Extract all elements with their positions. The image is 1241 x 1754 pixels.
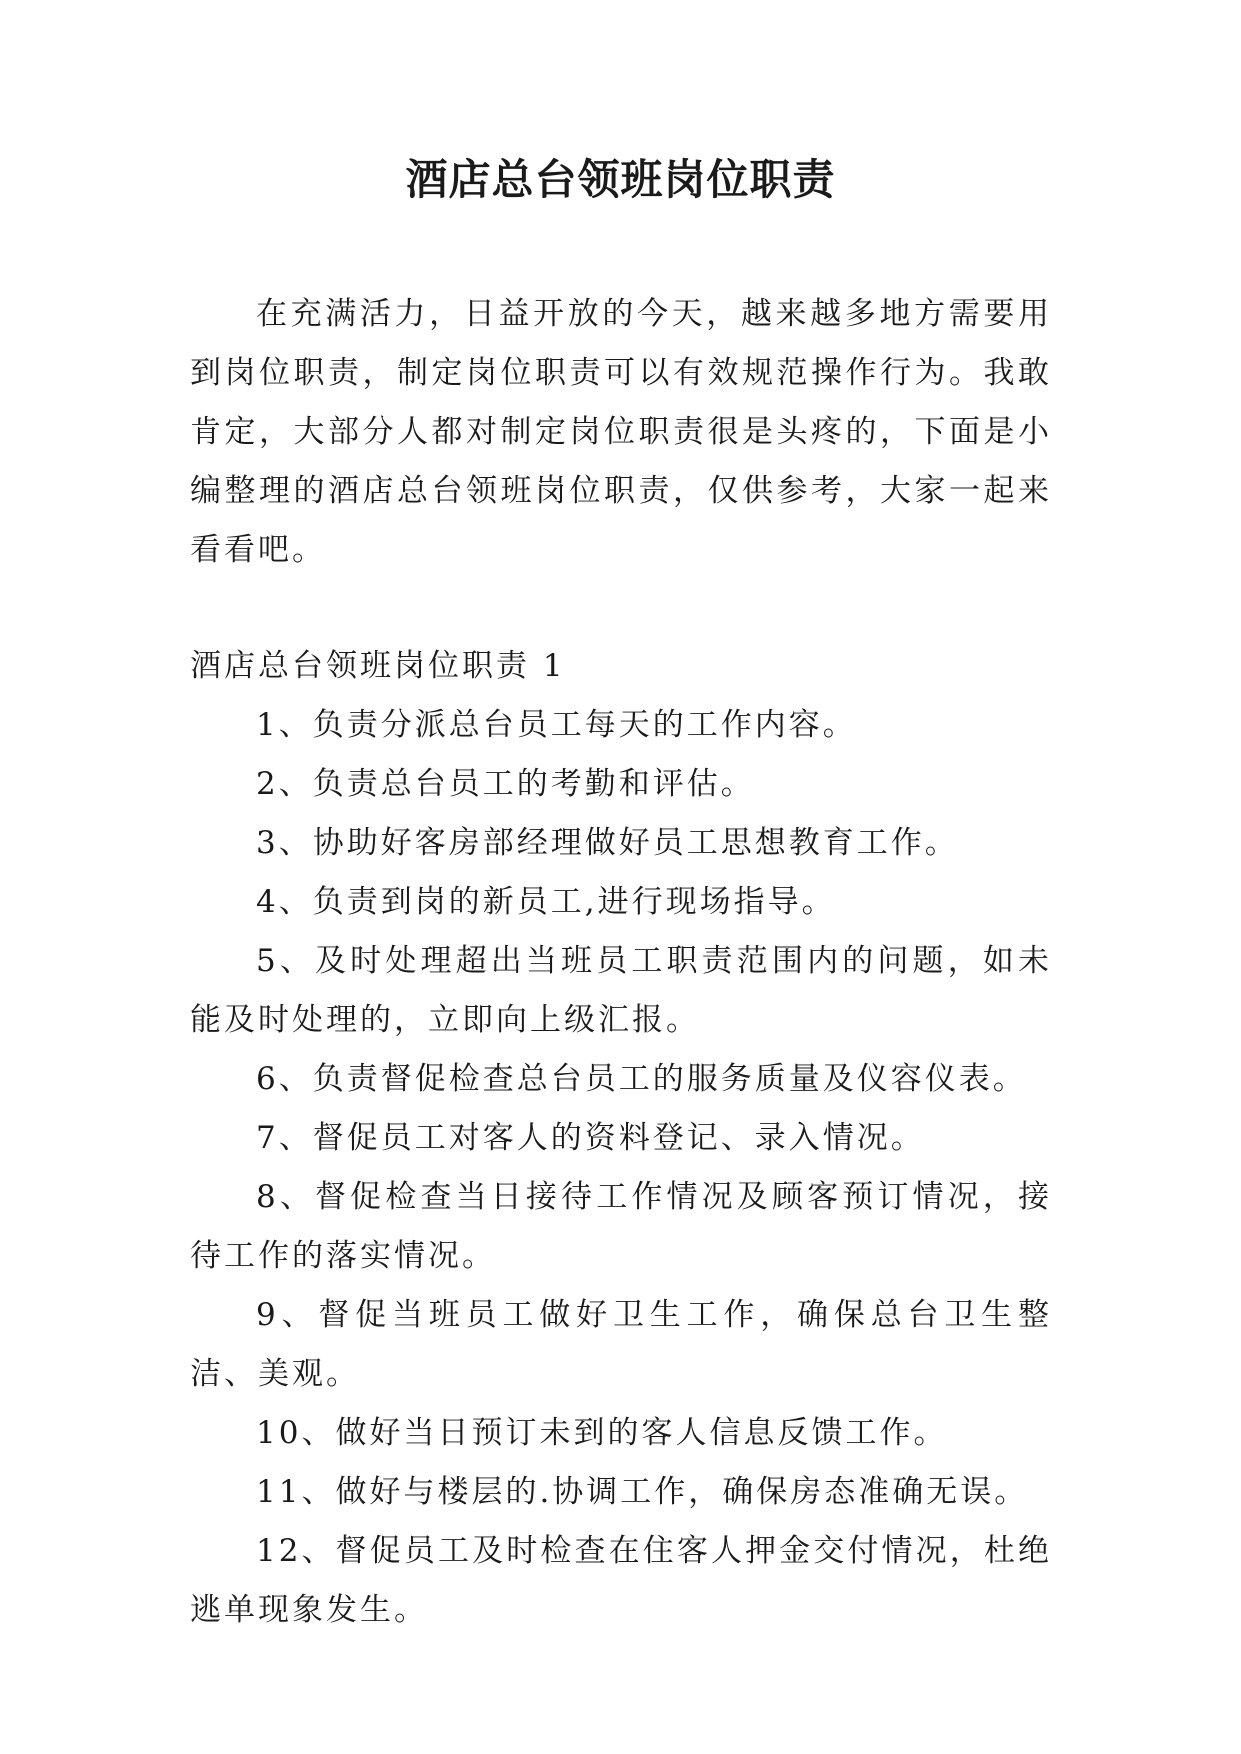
section-title: 酒店总台领班岗位职责 1 [190,648,566,684]
paragraph-spacer [190,580,1052,637]
duty-item-1: 1、负责分派总台员工每天的工作内容。 [256,707,857,743]
duty-item-11: 11、做好与楼层的.协调工作，确保房态准确无误。 [256,1474,1029,1510]
duty-item-7: 7、督促员工对客人的资料登记、录入情况。 [256,1120,925,1156]
duty-item-2: 2、负责总台员工的考勤和评估。 [256,766,755,802]
document-title: 酒店总台领班岗位职责 [405,155,836,204]
duty-item-5: 5、及时处理超出当班员工职责范围内的问题，如未能及时处理的，立即向上级汇报。 [190,943,1052,1038]
intro-paragraph: 在充满活力，日益开放的今天，越来越多地方需要用到岗位职责，制定岗位职责可以有效规范操作行为。我敢肯定，大部分人都对制定岗位职责很是头疼的，下面是小编整理的酒店总台领班岗位职责，仅供参考，大家一起来看看吧。 [190,296,1052,568]
document-body [190,285,1052,1640]
duty-item-4: 4、负责到岗的新员工,进行现场指导。 [256,884,836,920]
duty-item-3: 3、协助好客房部经理做好员工思想教育工作。 [256,825,959,861]
duty-item-9: 9、督促当班员工做好卫生工作，确保总台卫生整洁、美观。 [190,1297,1052,1392]
duty-item-6: 6、负责督促检查总台员工的服务质量及仪容仪表。 [256,1061,1027,1097]
duty-item-12: 12、督促员工及时检查在住客人押金交付情况，杜绝逃单现象发生。 [190,1533,1052,1628]
duty-item-10: 10、做好当日预订未到的客人信息反馈工作。 [256,1415,948,1451]
duty-item-8: 8、督促检查当日接待工作情况及顾客预订情况，接待工作的落实情况。 [190,1179,1052,1274]
